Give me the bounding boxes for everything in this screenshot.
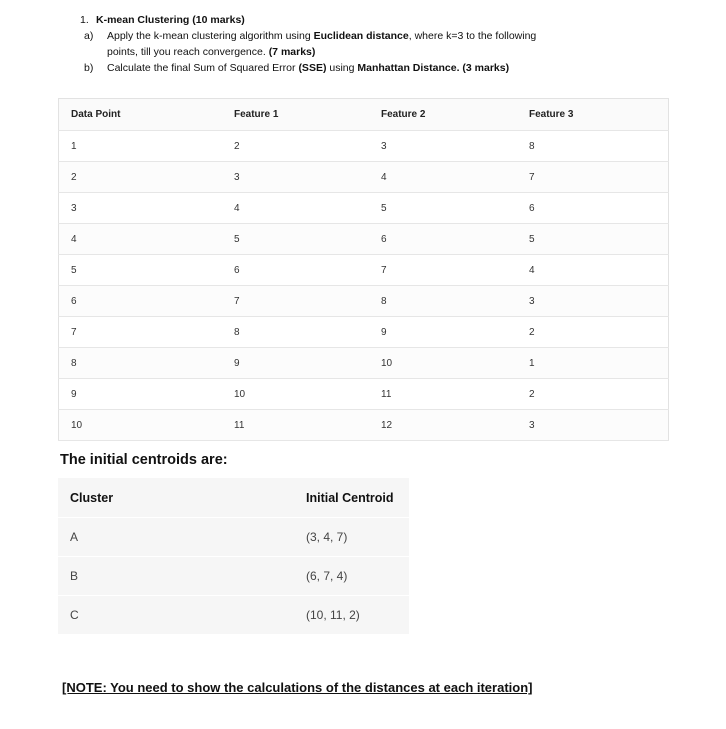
initial-centroids-table [58, 478, 409, 635]
table-cell: 6 [234, 255, 381, 286]
table-row [59, 286, 669, 317]
table-row [59, 317, 669, 348]
table-cell: 4 [529, 255, 669, 286]
part-b-text-1: Calculate the final Sum of Squared Error [107, 62, 299, 74]
table-cell: 4 [381, 162, 529, 193]
centroids-heading: The initial centroids are: [60, 452, 228, 468]
table-row [59, 255, 669, 286]
table-cell: 4 [234, 193, 381, 224]
table-cell: 5 [381, 193, 529, 224]
table-row [59, 131, 669, 162]
table-cell: 9 [234, 348, 381, 379]
table-cell: 5 [529, 224, 669, 255]
table-row [59, 162, 669, 193]
table-cell: 6 [381, 224, 529, 255]
table-cell: 8 [529, 131, 669, 162]
part-a-bold: Euclidean distance [313, 30, 409, 42]
part-a [80, 28, 680, 44]
question-number: 1. [80, 14, 89, 26]
table-cell: 3 [234, 162, 381, 193]
table-cell: 12 [381, 410, 529, 441]
part-b-bold-2: Manhattan Distance. [357, 62, 460, 74]
part-a-continuation-line [80, 44, 680, 60]
table-row [58, 596, 409, 635]
column-header: Feature 2 [381, 99, 529, 131]
table-cell: 4 [59, 224, 235, 255]
question-title-line [80, 12, 680, 28]
table-row [58, 557, 409, 596]
table-cell: 1 [529, 348, 669, 379]
table-cell: 3 [529, 286, 669, 317]
column-header: Cluster [58, 478, 306, 518]
table-cell: 1 [59, 131, 235, 162]
part-b [80, 60, 680, 76]
table-cell: B [58, 557, 306, 596]
table-cell: 3 [529, 410, 669, 441]
table-cell: (3, 4, 7) [306, 518, 409, 557]
part-a-text-2: , where k=3 to the following [408, 30, 537, 42]
table-cell: (10, 11, 2) [306, 596, 409, 635]
part-a-marks: (7 marks) [268, 46, 316, 58]
column-header: Feature 1 [234, 99, 381, 131]
table-row [59, 379, 669, 410]
part-a-text-1: Apply the k-mean clustering algorithm using [107, 30, 314, 42]
table-row [59, 410, 669, 441]
table-cell: 2 [529, 317, 669, 348]
question-title: K-mean Clustering (10 marks) [96, 14, 245, 26]
column-header: Initial Centroid [306, 478, 409, 518]
part-b-bold-1: (SSE) [298, 62, 327, 74]
table-cell: 6 [59, 286, 235, 317]
table-cell: 3 [381, 131, 529, 162]
table-row [59, 193, 669, 224]
table-row [58, 518, 409, 557]
table-cell: 6 [529, 193, 669, 224]
table-cell: 3 [59, 193, 235, 224]
table-cell: 11 [381, 379, 529, 410]
part-b-label: b) [84, 62, 94, 74]
table-cell: 10 [234, 379, 381, 410]
column-header: Feature 3 [529, 99, 669, 131]
table-cell: 8 [234, 317, 381, 348]
table-cell: 2 [59, 162, 235, 193]
table-cell: 10 [59, 410, 235, 441]
table-cell: 11 [234, 410, 381, 441]
table-cell: 7 [234, 286, 381, 317]
table-row [59, 348, 669, 379]
part-b-text-2: using [326, 62, 358, 74]
table-cell: A [58, 518, 306, 557]
table-cell: 9 [381, 317, 529, 348]
table-header-row [59, 99, 669, 131]
table-cell: 7 [59, 317, 235, 348]
part-a-label: a) [84, 30, 94, 42]
column-header: Data Point [59, 99, 235, 131]
table-cell: (6, 7, 4) [306, 557, 409, 596]
table-cell: 8 [59, 348, 235, 379]
question-block [80, 12, 680, 76]
table-cell: 5 [59, 255, 235, 286]
part-a-continuation: points, till you reach convergence. [107, 46, 269, 58]
table-row [59, 224, 669, 255]
table-cell: C [58, 596, 306, 635]
data-points-table [58, 98, 669, 441]
table-header-row [58, 478, 409, 518]
table-cell: 5 [234, 224, 381, 255]
table-cell: 9 [59, 379, 235, 410]
table-cell: 8 [381, 286, 529, 317]
part-b-marks: (3 marks) [459, 62, 510, 74]
table-cell: 7 [381, 255, 529, 286]
table-cell: 10 [381, 348, 529, 379]
note: [NOTE: You need to show the calculations of the distances at each iteration] [62, 680, 533, 695]
table-cell: 7 [529, 162, 669, 193]
table-cell: 2 [529, 379, 669, 410]
table-cell: 2 [234, 131, 381, 162]
